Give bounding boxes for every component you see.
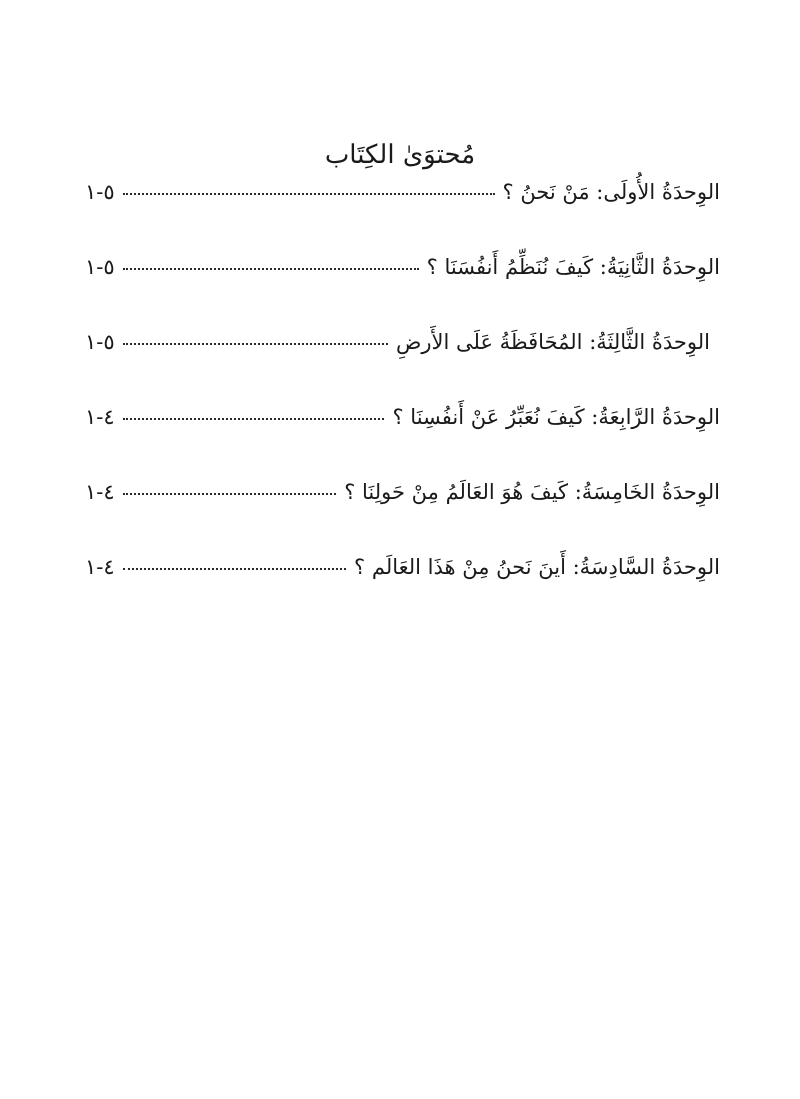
toc-entry-pages: ٤-١ bbox=[85, 405, 115, 429]
toc-entry-unit-5 bbox=[85, 480, 720, 555]
dot-leader bbox=[123, 343, 388, 345]
toc-entry-label: الوِحدَةُ الخَامِسَةُ: كَيفَ هُوَ العَالَمُ مِنْ حَولِنَا ؟ bbox=[344, 480, 720, 504]
toc-entry-unit-6 bbox=[85, 555, 720, 630]
dot-leader bbox=[123, 268, 419, 270]
toc-entry-label: الوِحدَةُ الثَّالِثَةُ: المُحَافَظَةُ عَلَى الأَرضِ bbox=[395, 330, 710, 354]
toc-entry-label: الوِحدَةُ السَّادِسَةُ: أَينَ نَحنُ مِنْ هَذَا العَالَم ؟ bbox=[354, 555, 720, 579]
toc-entry-unit-2 bbox=[85, 255, 720, 330]
toc-entry-pages: ٥-١ bbox=[85, 255, 115, 279]
toc-entry-unit-1 bbox=[85, 180, 720, 255]
dot-leader bbox=[123, 193, 495, 195]
toc-entry-pages: ٥-١ bbox=[85, 330, 115, 354]
page-title: مُحتوَىٰ الكِتَاب bbox=[324, 140, 476, 170]
toc-entry-pages: ٤-١ bbox=[85, 555, 115, 579]
table-of-contents bbox=[85, 180, 720, 630]
toc-entry-pages: ٥-١ bbox=[85, 180, 115, 204]
toc-entry-unit-4 bbox=[85, 405, 720, 480]
toc-entry-pages: ٤-١ bbox=[85, 480, 115, 504]
dot-leader bbox=[123, 418, 385, 420]
toc-entry-unit-3 bbox=[85, 330, 720, 405]
toc-entry-label: الوِحدَةُ الثَّانِيَةُ: كَيفَ نُنَظِّمُ أَنفُسَنَا ؟ bbox=[426, 255, 720, 279]
toc-entry-label: الوِحدَةُ الأُولَى: مَنْ نَحنُ ؟ bbox=[502, 180, 720, 204]
toc-entry-label: الوِحدَةُ الرَّابِعَةُ: كَيفَ نُعَبِّرُ عَنْ أَنفُسِنَا ؟ bbox=[392, 405, 720, 429]
dot-leader bbox=[123, 568, 346, 570]
dot-leader bbox=[123, 493, 337, 495]
